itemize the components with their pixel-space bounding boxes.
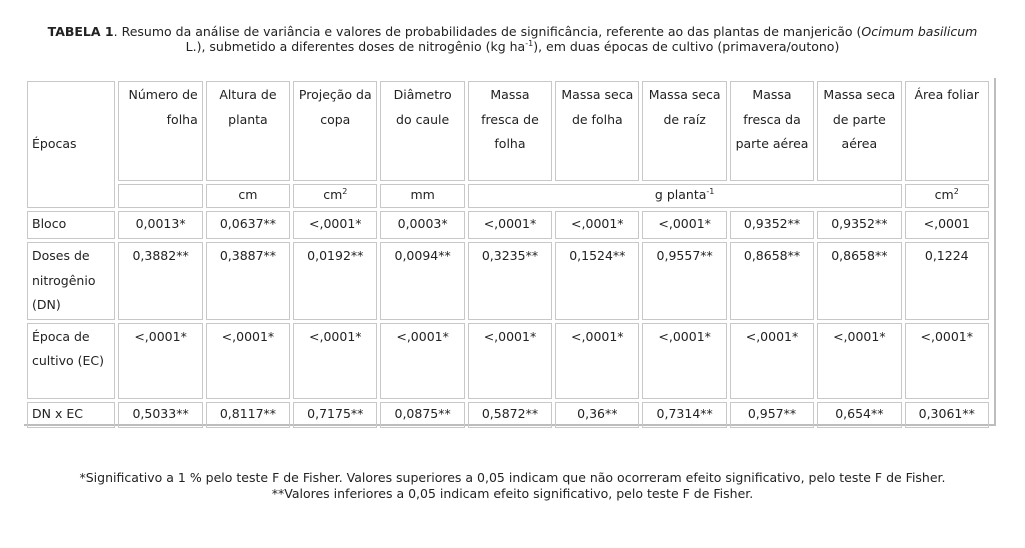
value-cell: 0,8117** [206,402,290,428]
row-label: Bloco [27,211,115,239]
header-cell: Diâmetro do caule [380,81,464,181]
unit-sup: 2 [953,186,959,196]
caption-text-3: ), em duas épocas de cultivo (primavera/outono) [533,39,840,54]
value-cell: <,0001* [905,323,989,399]
table-row [27,323,989,399]
unit-sup: -1 [706,186,715,196]
value-cell: 0,0094** [380,242,464,320]
header-cell: Massa fresca de folha [468,81,552,181]
value-cell: <,0001* [642,323,726,399]
header-cell: Número de folha [118,81,202,181]
value-cell: 0,3061** [905,402,989,428]
anova-table [24,78,992,431]
header-cell: Massa seca de parte aérea [817,81,901,181]
value-cell: 0,5033** [118,402,202,428]
value-cell: 0,0013* [118,211,202,239]
units-row [27,184,989,208]
value-cell: <,0001* [642,211,726,239]
header-cell: Massa seca de folha [555,81,639,181]
value-cell: <,0001* [555,323,639,399]
value-cell: 0,36** [555,402,639,428]
caption-sup: -1 [525,38,534,48]
unit-cell-span [468,184,902,208]
footnotes [60,470,965,502]
value-cell: 0,1524** [555,242,639,320]
unit-cell [293,184,377,208]
caption-text-1: . Resumo da análise de variância e valores de probabilidades de significância, referente ao das plantas de manjericão ( [113,24,862,39]
value-cell: 0,9557** [642,242,726,320]
anova-table-frame [24,78,996,426]
caption-label: TABELA 1 [47,24,114,39]
value-cell: <,0001* [206,323,290,399]
header-cell: Área foliar [905,81,989,181]
value-cell: 0,8658** [730,242,814,320]
unit-cell: mm [380,184,464,208]
unit-cell: cm [206,184,290,208]
unit-cell [905,184,989,208]
value-cell: <,0001* [555,211,639,239]
header-cell: Massa seca de raíz [642,81,726,181]
table-row [27,402,989,428]
value-cell: 0,957** [730,402,814,428]
unit-base: cm [323,187,343,202]
value-cell: 0,0875** [380,402,464,428]
value-cell: 0,7175** [293,402,377,428]
value-cell: <,0001* [118,323,202,399]
value-cell: 0,0003* [380,211,464,239]
caption-species: Ocimum basilicum [861,24,978,39]
header-row [27,81,989,181]
unit-sup: 2 [342,186,348,196]
value-cell: <,0001* [380,323,464,399]
header-corner: Épocas [27,81,115,208]
value-cell: 0,5872** [468,402,552,428]
table-row [27,242,989,320]
value-cell: 0,8658** [817,242,901,320]
header-cell: Altura de planta [206,81,290,181]
value-cell: <,0001* [468,211,552,239]
value-cell: 0,9352** [817,211,901,239]
footnote-2: **Valores inferiores a 0,05 indicam efeito significativo, pelo teste F de Fisher. [271,486,754,501]
value-cell: <,0001 [905,211,989,239]
caption-text-2: L.), submetido a diferentes doses de nitrogênio (kg ha [185,39,526,54]
value-cell: 0,0637** [206,211,290,239]
value-cell: 0,9352** [730,211,814,239]
value-cell: 0,3887** [206,242,290,320]
value-cell: <,0001* [293,323,377,399]
value-cell: <,0001* [468,323,552,399]
row-label: DN x EC [27,402,115,428]
value-cell: 0,0192** [293,242,377,320]
value-cell: 0,7314** [642,402,726,428]
table-caption [40,24,985,54]
value-cell: 0,3882** [118,242,202,320]
row-label: Doses de nitrogênio (DN) [27,242,115,320]
unit-base: cm [934,187,954,202]
header-cell: Massa fresca da parte aérea [730,81,814,181]
value-cell: 0,3235** [468,242,552,320]
value-cell: 0,654** [817,402,901,428]
unit-cell-empty [118,184,202,208]
value-cell: 0,1224 [905,242,989,320]
row-label: Época de cultivo (EC) [27,323,115,399]
table-row [27,211,989,239]
unit-base: g planta [654,187,707,202]
header-cell: Projeção da copa [293,81,377,181]
value-cell: <,0001* [730,323,814,399]
value-cell: <,0001* [293,211,377,239]
footnote-1: *Significativo a 1 % pelo teste F de Fisher. Valores superiores a 0,05 indicam que não ocorreram efeito significativo, pelo teste F de Fisher. [79,470,946,485]
value-cell: <,0001* [817,323,901,399]
